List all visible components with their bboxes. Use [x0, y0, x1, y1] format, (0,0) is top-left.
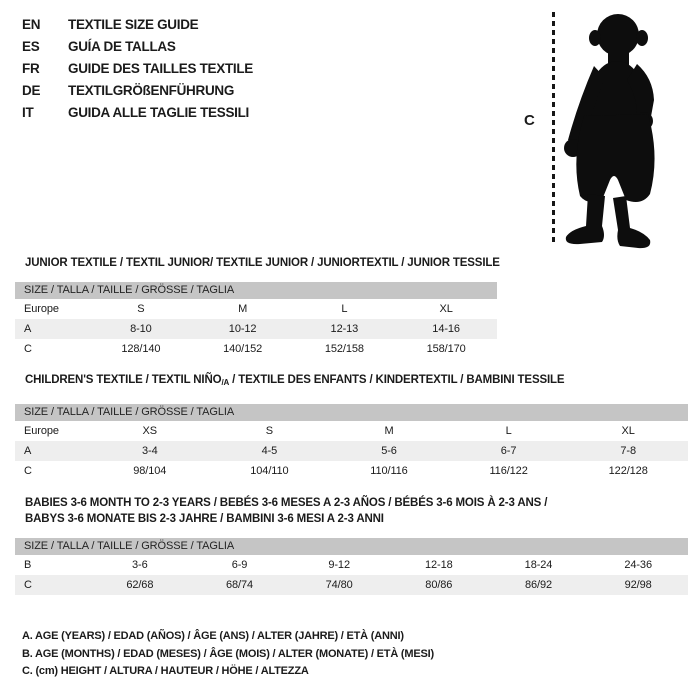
lang-label: GUIDE DES TAILLES TEXTILE	[68, 60, 254, 76]
babies-textile-section	[0, 495, 700, 595]
babies-size-table	[15, 538, 688, 595]
cell: 110/116	[370, 465, 408, 477]
table-row	[15, 319, 497, 339]
height-measure-dashed-line	[552, 12, 555, 242]
lang-code: DE	[22, 83, 41, 99]
table-row	[15, 339, 497, 359]
row-label: C	[24, 343, 32, 355]
lang-row-de	[22, 80, 253, 102]
toddler-silhouette-icon	[558, 8, 670, 250]
babies-table-title-line1: BABIES 3-6 MONTH TO 2-3 YEARS / BEBÉS 3-6 MESES A 2-3 AÑOS / BÉBÉS 3-6 MOIS À 2-3 ANS /	[25, 497, 548, 509]
row-label: B	[24, 559, 32, 571]
cell: 158/170	[426, 343, 466, 355]
cell: 24-36	[624, 559, 652, 571]
lang-code: EN	[22, 16, 41, 32]
cell: 9-12	[328, 559, 350, 571]
junior-table-title: JUNIOR TEXTILE / TEXTIL JUNIOR/ TEXTILE JUNIOR / JUNIORTEXTIL / JUNIOR TESSILE	[25, 257, 500, 269]
table-row	[15, 461, 688, 481]
cell: 128/140	[121, 343, 161, 355]
cell: 92/98	[624, 579, 652, 591]
cell: 3-4	[141, 445, 158, 457]
table-row	[15, 421, 688, 441]
size-header-bar: SIZE / TALLA / TAILLE / GRÖSSE / TAGLIA	[15, 538, 688, 555]
cell: S	[137, 303, 145, 315]
row-label: A	[24, 445, 32, 457]
cell: XL	[621, 425, 635, 437]
lang-row-en	[22, 13, 253, 35]
table-row	[15, 441, 688, 461]
cell: 98/104	[133, 465, 167, 477]
cell: 3-6	[132, 559, 148, 571]
cell: 6-9	[231, 559, 248, 571]
cell: XS	[142, 425, 158, 437]
cell: 80/86	[425, 579, 453, 591]
table-row	[15, 575, 688, 595]
footnote-c: C. (cm) HEIGHT / ALTURA / HAUTEUR / HÖHE / ALTEZZA	[22, 665, 309, 677]
cell: S	[265, 425, 274, 437]
cell: 140/152	[223, 343, 263, 355]
lang-code: IT	[22, 105, 34, 121]
table-row	[15, 555, 688, 575]
cell: 12-18	[425, 559, 453, 571]
cell: 152/158	[324, 343, 364, 355]
row-label: C	[24, 465, 32, 477]
lang-label: GUÍA DE TALLAS	[68, 38, 176, 54]
cell: 14-16	[432, 323, 460, 335]
cell: M	[238, 303, 248, 315]
title-part: CHILDREN'S TEXTILE / TEXTIL NIÑO	[25, 374, 222, 386]
footnote-b: B. AGE (MONTHS) / EDAD (MESES) / ÂGE (MOIS) / ALTER (MONATE) / ETÀ (MESI)	[22, 647, 434, 660]
childrens-table-title	[25, 373, 700, 390]
row-label: Europe	[24, 303, 59, 315]
lang-row-es	[22, 35, 253, 57]
cell: 18-24	[524, 559, 553, 571]
childrens-size-table	[15, 404, 688, 481]
title-subscript: /A	[221, 378, 230, 387]
footnote-a: A. AGE (YEARS) / EDAD (AÑOS) / ÂGE (ANS) / ALTER (JAHRE) / ETÀ (ANNI)	[22, 630, 404, 642]
size-header-bar: SIZE / TALLA / TAILLE / GRÖSSE / TAGLIA	[15, 404, 688, 421]
childrens-textile-section	[0, 373, 700, 481]
language-title-list	[22, 13, 253, 124]
cell: M	[384, 425, 394, 437]
cell: 4-5	[261, 445, 278, 457]
title-part: / TEXTILE DES ENFANTS / KINDERTEXTIL / BAMBINI TESSILE	[229, 374, 565, 386]
lang-label: GUIDA ALLE TAGLIE TESSILI	[68, 105, 249, 121]
cell: 7-8	[620, 445, 636, 457]
cell: 116/122	[489, 465, 528, 477]
lang-code: FR	[22, 60, 40, 76]
lang-code: ES	[22, 38, 40, 54]
footnote-legend	[22, 628, 434, 681]
cell: 5-6	[381, 445, 397, 457]
lang-label: TEXTILGRÖßENFÜHRUNG	[68, 83, 235, 99]
measure-label-c: C	[524, 112, 535, 129]
cell: 68/74	[225, 579, 253, 591]
table-row	[15, 299, 497, 319]
cell: 12-13	[330, 323, 359, 335]
babies-table-title-line2: BABYS 3-6 MONATE BIS 2-3 JAHRE / BAMBINI 3-6 MESI A 2-3 ANNI	[25, 513, 384, 525]
cell: 86/92	[524, 579, 552, 591]
size-header-bar: SIZE / TALLA / TAILLE / GRÖSSE / TAGLIA	[15, 282, 497, 299]
row-label: C	[24, 579, 32, 591]
lang-row-fr	[22, 57, 253, 79]
cell: L	[505, 425, 512, 437]
cell: XL	[439, 303, 453, 315]
row-label: Europe	[24, 425, 59, 437]
junior-textile-section	[0, 256, 700, 359]
cell: 62/68	[126, 579, 154, 591]
cell: L	[341, 303, 348, 315]
cell: 10-12	[228, 323, 257, 335]
cell: 104/110	[250, 465, 289, 477]
cell: 8-10	[130, 323, 152, 335]
lang-label: TEXTILE SIZE GUIDE	[68, 16, 199, 32]
cell: 122/128	[608, 465, 648, 477]
cell: 74/80	[325, 579, 353, 591]
row-label: A	[24, 323, 32, 335]
junior-size-table	[15, 282, 497, 359]
cell: 6-7	[500, 445, 517, 457]
lang-row-it	[22, 102, 253, 124]
